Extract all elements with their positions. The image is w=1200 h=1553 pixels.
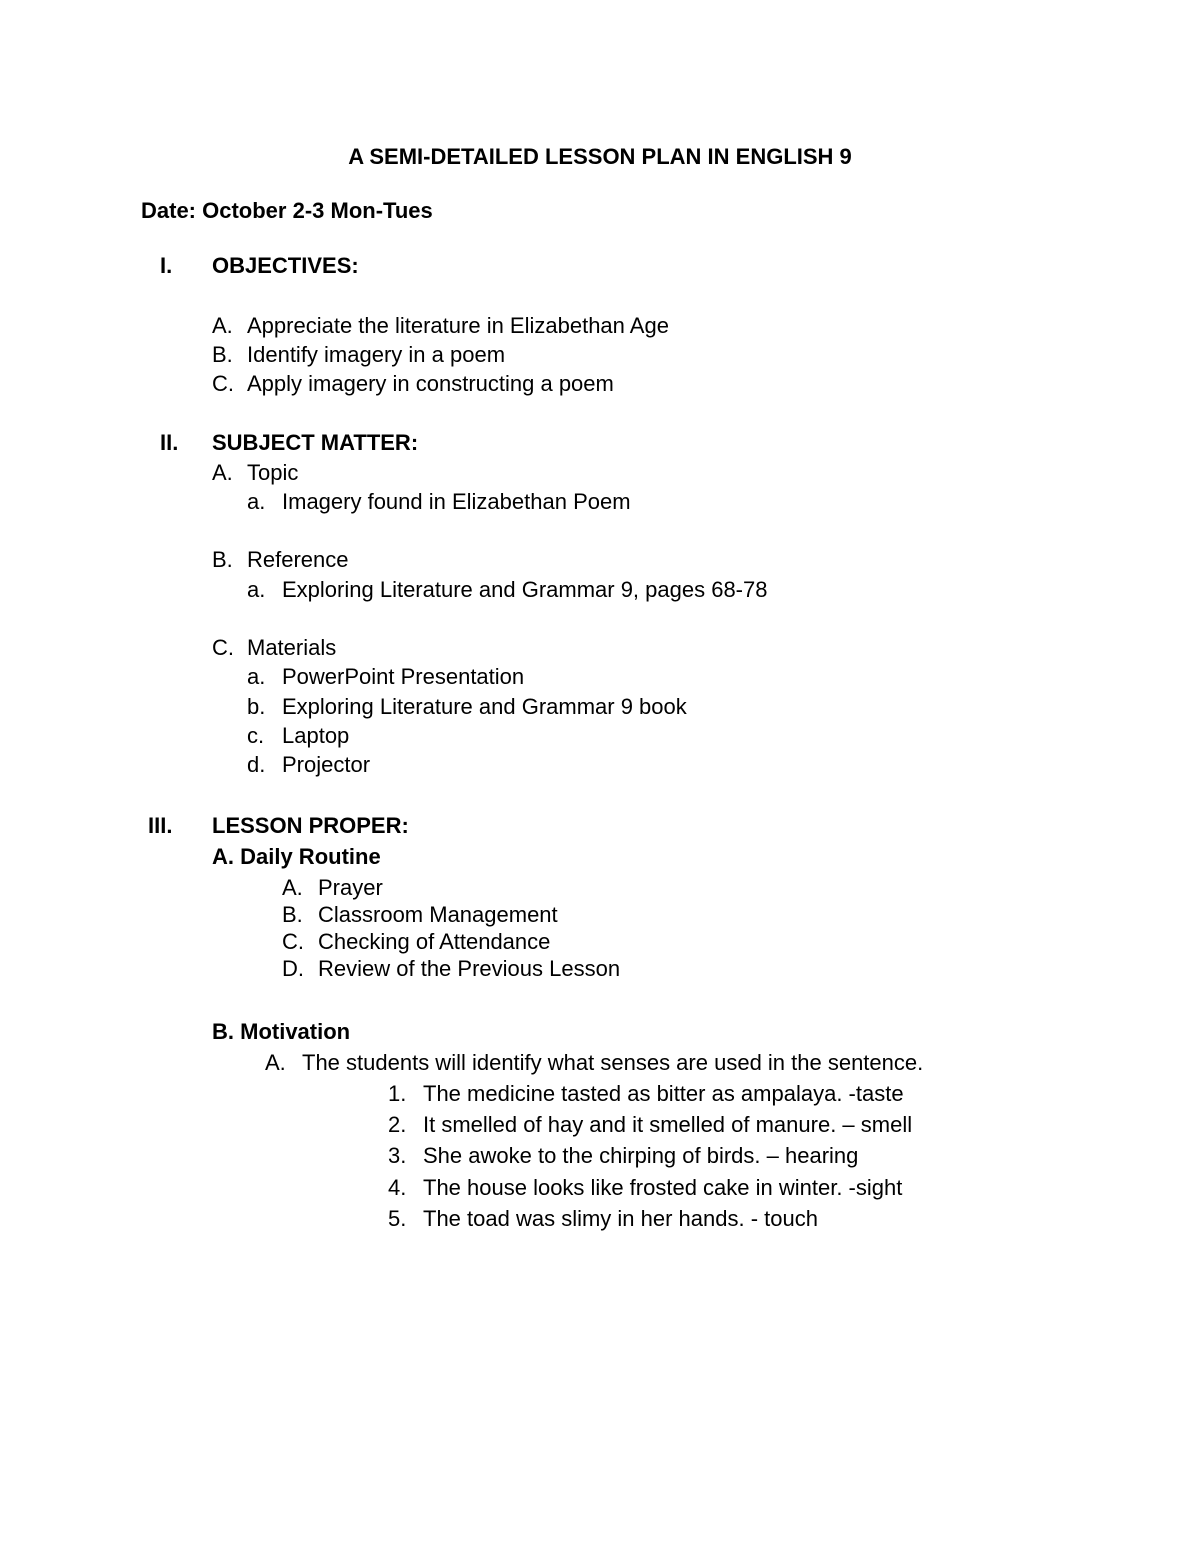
motivation-item-text: The house looks like frosted cake in winter. -sight	[423, 1175, 903, 1200]
section-heading-lesson-proper: LESSON PROPER:	[212, 813, 409, 838]
subsection-marker-materials: C.	[212, 635, 234, 660]
daily-routine-text: Classroom Management	[318, 902, 558, 927]
materials-item-text: Projector	[282, 752, 371, 777]
objective-text: Identify imagery in a poem	[247, 342, 506, 367]
daily-routine-marker: C.	[282, 929, 304, 954]
motivation-item-marker: 2.	[388, 1112, 407, 1137]
topic-item-text: Imagery found in Elizabethan Poem	[282, 489, 631, 514]
subsection-marker-reference: B.	[212, 547, 233, 572]
objective-marker: A.	[212, 313, 233, 338]
materials-item-marker: d.	[247, 752, 266, 777]
motivation-instruction-marker: A.	[265, 1050, 286, 1075]
materials-item-text: Exploring Literature and Grammar 9 book	[282, 694, 687, 719]
daily-routine-text: Review of the Previous Lesson	[318, 956, 621, 981]
motivation-item-marker: 5.	[388, 1206, 407, 1231]
daily-routine-text: Prayer	[318, 875, 383, 900]
motivation-item-text: It smelled of hay and it smelled of manure. – smell	[423, 1112, 913, 1137]
reference-item-marker: a.	[247, 577, 266, 602]
subsection-label-materials: Materials	[247, 635, 337, 660]
motivation-item-text: She awoke to the chirping of birds. – hearing	[423, 1143, 859, 1168]
motivation-item-marker: 3.	[388, 1143, 407, 1168]
section-numeral-lesson-proper: III.	[148, 813, 173, 838]
daily-routine-text: Checking of Attendance	[318, 929, 551, 954]
objective-marker: C.	[212, 371, 234, 396]
objective-text: Appreciate the literature in Elizabethan Age	[247, 313, 669, 338]
motivation-item-marker: 1.	[388, 1081, 407, 1106]
section-heading-subject-matter: SUBJECT MATTER:	[212, 430, 419, 455]
daily-routine-marker: B.	[282, 902, 303, 927]
subsection-label-topic: Topic	[247, 460, 299, 485]
materials-item-marker: a.	[247, 664, 266, 689]
motivation-instruction-text: The students will identify what senses are used in the sentence.	[302, 1050, 924, 1075]
section-heading-objectives: OBJECTIVES:	[212, 253, 359, 278]
topic-item-marker: a.	[247, 489, 266, 514]
motivation-item-text: The medicine tasted as bitter as ampalaya. -taste	[423, 1081, 904, 1106]
section-numeral-subject-matter: II.	[160, 430, 179, 455]
section-numeral-objectives: I.	[160, 253, 173, 278]
subsection-marker-topic: A.	[212, 460, 233, 485]
reference-item-text: Exploring Literature and Grammar 9, pages 68-78	[282, 577, 768, 602]
date-line: Date: October 2-3 Mon-Tues	[141, 198, 433, 223]
objective-marker: B.	[212, 342, 233, 367]
motivation-heading: B. Motivation	[212, 1019, 351, 1044]
materials-item-text: Laptop	[282, 723, 350, 748]
daily-routine-marker: A.	[282, 875, 303, 900]
materials-item-text: PowerPoint Presentation	[282, 664, 525, 689]
motivation-item-marker: 4.	[388, 1175, 407, 1200]
subsection-label-reference: Reference	[247, 547, 349, 572]
motivation-item-text: The toad was slimy in her hands. - touch	[423, 1206, 818, 1231]
daily-routine-marker: D.	[282, 956, 304, 981]
daily-routine-heading: A. Daily Routine	[212, 844, 381, 869]
materials-item-marker: c.	[247, 723, 265, 748]
document-title: A SEMI-DETAILED LESSON PLAN IN ENGLISH 9	[348, 144, 852, 169]
materials-item-marker: b.	[247, 694, 266, 719]
objective-text: Apply imagery in constructing a poem	[247, 371, 614, 396]
